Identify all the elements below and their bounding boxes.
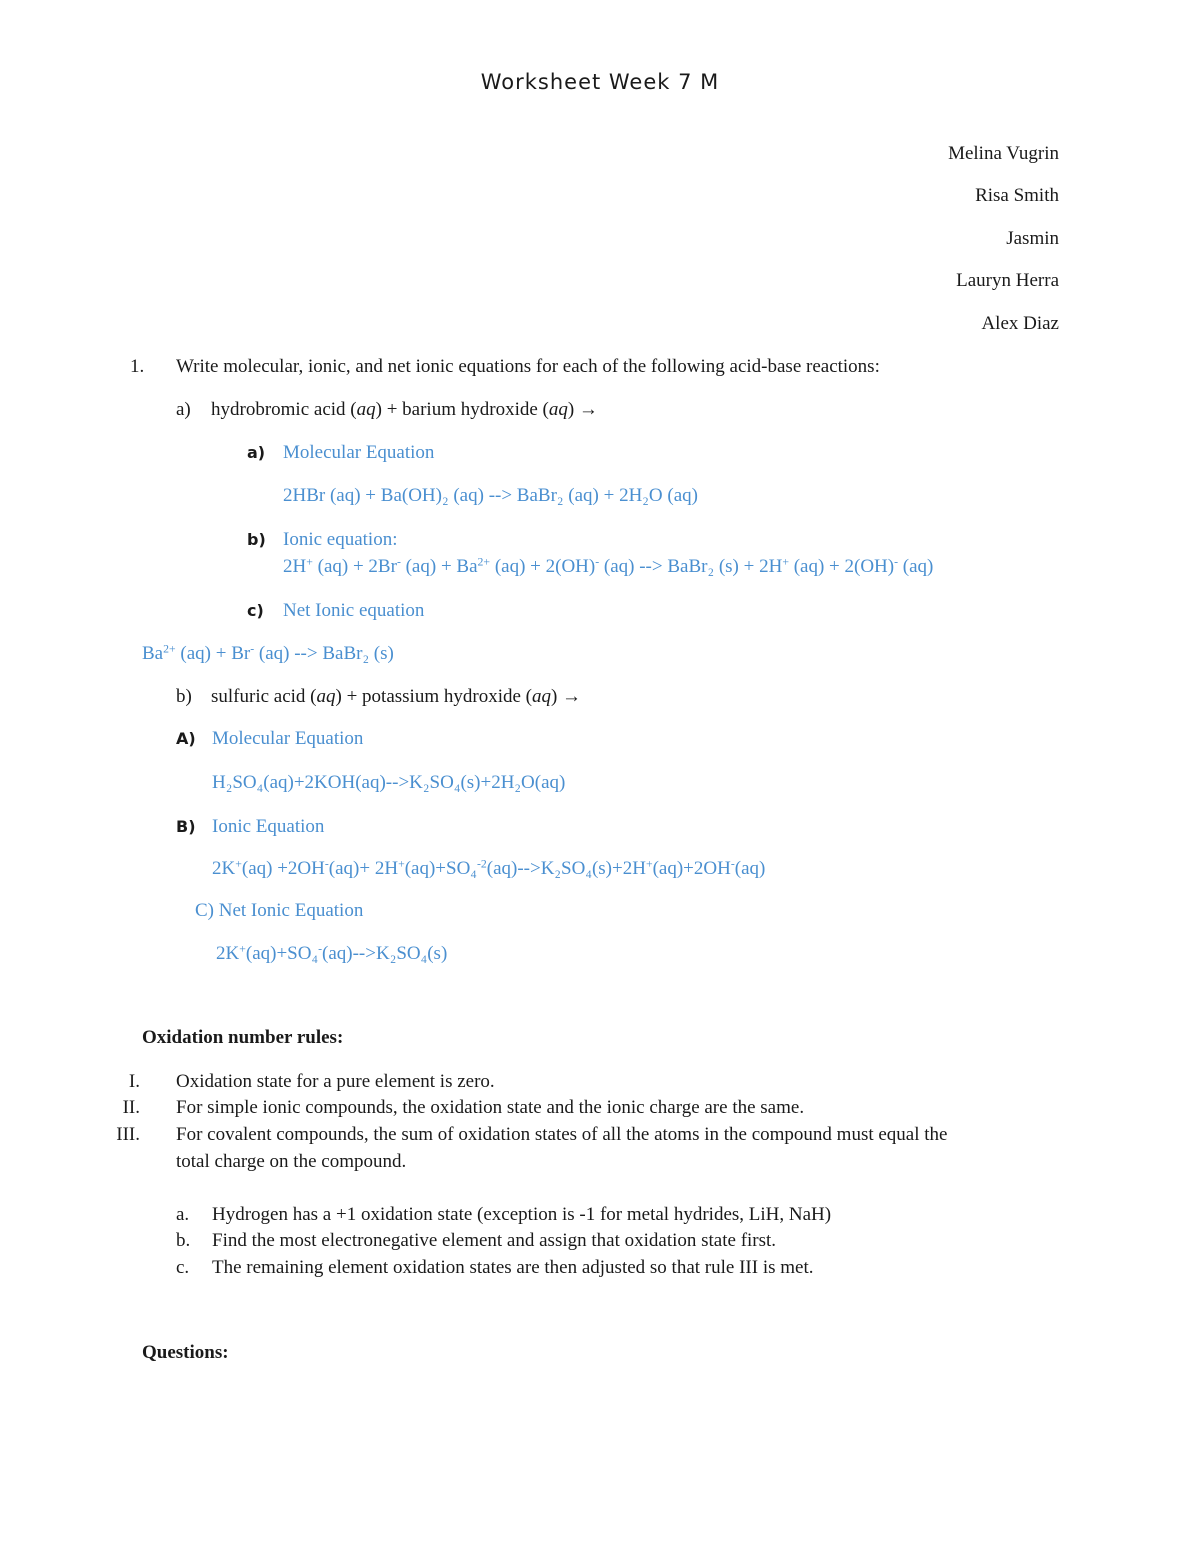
question-number: 1. <box>130 356 145 377</box>
subrule-text: The remaining element oxidation states are then adjusted so that rule III is met. <box>212 1257 814 1278</box>
sub-marker: b) <box>247 530 266 549</box>
sub-marker: B) <box>176 817 196 836</box>
subrule-text: Hydrogen has a +1 oxidation state (exception is -1 for metal hydrides, LiH, NaH) <box>212 1204 832 1225</box>
author-name: Risa Smith <box>975 185 1059 206</box>
subrule-marker: b. <box>176 1230 191 1251</box>
sub-marker: a) <box>247 443 266 462</box>
sub-marker: c) <box>247 601 264 620</box>
subrule-marker: c. <box>176 1257 190 1278</box>
rule-text: For simple ionic compounds, the oxidation state and the ionic charge are the same. <box>176 1097 805 1118</box>
net-ionic-equation: $Ba^{2+}$ (aq) + Br- (aq) --> BaBr₂ (s) <box>142 642 394 664</box>
molecular-label: Molecular Equation <box>212 728 364 749</box>
subrule-marker: a. <box>176 1204 190 1225</box>
section-heading: Questions: <box>142 1342 229 1363</box>
molecular-equation: H₂SO₄(aq)+2KOH(aq)-->K₂SO₄(s)+2H₂O(aq) <box>212 772 566 793</box>
question-text: Write molecular, ionic, and net ionic equations for each of the following acid-base reactions: <box>176 356 880 377</box>
sub-marker: A) <box>176 729 196 748</box>
author-name: Alex Diaz <box>981 313 1059 334</box>
ionic-label: Ionic equation: <box>283 529 398 550</box>
part-marker: b) <box>176 686 192 707</box>
rule-text-continued: total charge on the compound. <box>176 1151 407 1172</box>
author-name: Lauryn Herra <box>956 270 1059 291</box>
author-name: Jasmin <box>1006 228 1059 249</box>
subrule-text: Find the most electronegative element and assign that oxidation state first. <box>212 1230 777 1251</box>
rule-number: III. <box>116 1124 140 1145</box>
rule-text: For covalent compounds, the sum of oxidation states of all the atoms in the compound must equal the <box>176 1124 948 1145</box>
rule-number: II. <box>122 1097 140 1118</box>
ionic-equation: 2H+ (aq) + 2Br- $(aq) + Ba^{2+}$ (aq) + 2(OH)- (aq) --> BaBr₂ (s) + 2H+ (aq) + 2(OH)- (aq) <box>283 555 934 577</box>
ionic-equation: 2K+(aq) +2OH-(aq)+ 2H+(aq)+SO₄$^{-2}$(aq)-->K₂SO₄(s)+2H+(aq)+2OH-(aq) <box>212 857 766 879</box>
rule-text: Oxidation state for a pure element is zero. <box>176 1071 495 1092</box>
section-heading: Oxidation number rules: <box>142 1027 344 1048</box>
net-ionic-equation: 2K+(aq)+SO₄-(aq)-->K₂SO₄(s) <box>216 942 448 964</box>
ionic-label: Ionic Equation <box>212 816 325 837</box>
reaction-a: hydrobromic acid (aq) + barium hydroxide (aq) → <box>211 399 598 420</box>
net-ionic-label: Net Ionic equation <box>283 600 425 621</box>
reaction-b: sulfuric acid (aq) + potassium hydroxide (aq) → <box>211 686 582 707</box>
author-name: Melina Vugrin <box>948 143 1059 164</box>
molecular-equation: 2HBr (aq) + Ba(OH)₂ (aq) --> BaBr₂ (aq) + 2H₂O (aq) <box>283 485 698 506</box>
part-marker: a) <box>176 399 191 420</box>
molecular-label: Molecular Equation <box>283 442 435 463</box>
page-title: Worksheet Week 7 M <box>480 70 720 94</box>
net-ionic-label: C) Net Ionic Equation <box>195 900 364 921</box>
rule-number: I. <box>128 1071 140 1092</box>
